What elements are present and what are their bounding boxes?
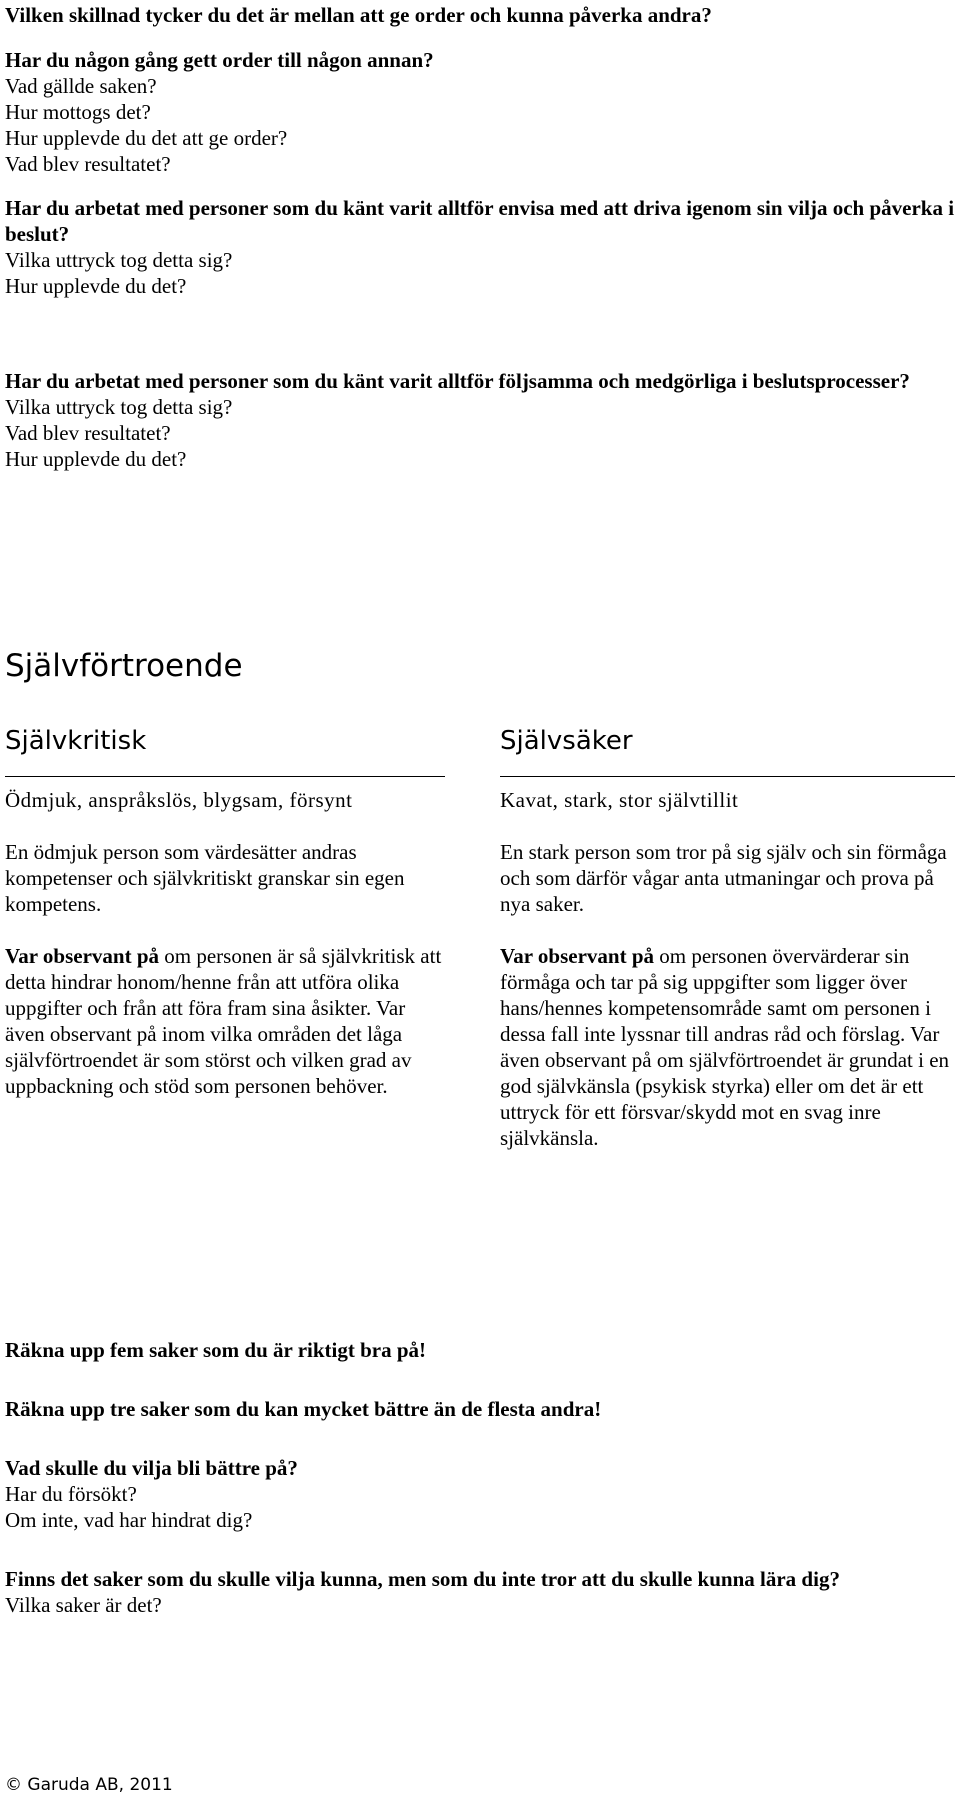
question-block-compliant <box>5 368 955 472</box>
question-block-three-things <box>5 1396 955 1422</box>
column-self-confident <box>500 724 955 1151</box>
question-title: Finns det saker som du skulle vilja kunna, men som du inte tror att du skulle kunna lära dig? <box>5 1567 840 1591</box>
question-line: Hur upplevde du det? <box>5 274 187 298</box>
question-title: Räkna upp fem saker som du är riktigt bra på! <box>5 1338 427 1362</box>
question-line: Vilka uttryck tog detta sig? <box>5 248 233 272</box>
column-self-critical <box>5 724 445 1099</box>
observe-label: Var observant på <box>5 944 160 968</box>
question-line: Vad gällde saken? <box>5 74 157 98</box>
question-title: Vad skulle du vilja bli bättre på? <box>5 1456 298 1480</box>
observe-body: om personen övervärderar sin förmåga och tar på sig uppgifter som ligger över hans/hennes kompetensområde samt om personen i dessa fall inte lyssnar till andras råd och förslag. Var även observant på om självförtroendet är grundat i en god självkänsla (psykisk styrka) eller om det är ett uttryck för ett försvar/skydd mot en svag inre självkänsla. <box>500 944 950 1150</box>
question-block-learn <box>5 1566 955 1618</box>
column-divider <box>5 776 445 777</box>
question-line: Hur upplevde du det att ge order? <box>5 126 288 150</box>
question-line: Vilka saker är det? <box>5 1593 162 1617</box>
question-block-five-things <box>5 1337 955 1363</box>
question-line: Har du försökt? <box>5 1482 137 1506</box>
column-title: Självsäker <box>500 726 633 756</box>
column-observe-text <box>500 943 955 1151</box>
section-title: Självförtroende <box>5 648 243 684</box>
column-description: En ödmjuk person som värdesätter andras kompetenser och självkritiskt granskar sin egen kompetens. <box>5 840 405 916</box>
observe-body: om personen är så självkritisk att detta hindrar honom/henne från att utföra olika uppgifter och från att föra fram sina åsikter. Var även observant på inom vilka områden det låga självförtroendet är som störst och vilken grad av uppbackning och stöd som personen behöver. <box>5 944 442 1098</box>
copyright-footer: © Garuda AB, 2011 <box>5 1775 173 1795</box>
question-title: Har du arbetat med personer som du känt varit alltför följsamma och medgörliga i beslutsprocesser? <box>5 369 910 393</box>
question-block-order <box>5 2 955 28</box>
question-title: Har du arbetat med personer som du känt varit alltför envisa med att driva igenom sin vilja och påverka i beslut? <box>5 196 955 246</box>
question-difference: Vilken skillnad tycker du det är mellan att ge order och kunna påverka andra? <box>5 3 712 27</box>
question-line: Vad blev resultatet? <box>5 421 171 445</box>
column-description: En stark person som tror på sig själv och sin förmåga och som därför vågar anta utmaningar och prova på nya saker. <box>500 840 947 916</box>
question-line: Hur upplevde du det? <box>5 447 187 471</box>
column-title: Självkritisk <box>5 726 147 756</box>
question-line: Vad blev resultatet? <box>5 152 171 176</box>
question-title: Har du någon gång gett order till någon annan? <box>5 48 434 72</box>
question-block-stubborn <box>5 195 955 299</box>
column-subtitle: Kavat, stark, stor självtillit <box>500 788 739 812</box>
column-subtitle: Ödmjuk, anspråkslös, blygsam, försynt <box>5 788 353 812</box>
observe-label: Var observant på <box>500 944 655 968</box>
question-line: Vilka uttryck tog detta sig? <box>5 395 233 419</box>
question-block-improve <box>5 1455 955 1533</box>
question-block-given-order <box>5 47 955 177</box>
question-line: Om inte, vad har hindrat dig? <box>5 1508 253 1532</box>
question-line: Hur mottogs det? <box>5 100 151 124</box>
question-title: Räkna upp tre saker som du kan mycket bättre än de flesta andra! <box>5 1397 602 1421</box>
column-divider <box>500 776 955 777</box>
column-observe-text <box>5 943 445 1099</box>
